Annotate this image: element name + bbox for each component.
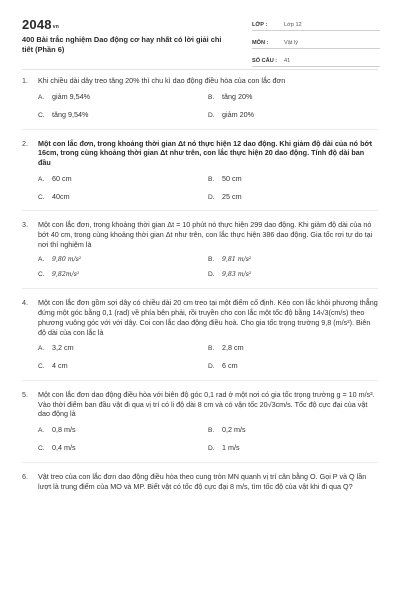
question-separator [22, 210, 378, 211]
question-text: Một con lắc đơn, trong khoảng thời gian Δt nó thực hiện 12 dao động. Khi giảm độ dài của nó bớt 16cm, trong cùng khoảng thời gian Δt như trên, con lắc thực hiện 20 dao động. Tính độ dài ban đầu [38, 138, 372, 167]
option-letter: B. [208, 255, 215, 263]
answer-options [38, 425, 378, 454]
class-label: LỚP : [252, 22, 268, 29]
option-text: 3,2 cm [52, 343, 74, 353]
option-letter: A. [38, 345, 45, 353]
meta-row-count [252, 52, 380, 67]
document-title: 400 Bài trắc nghiệm Dao động cơ hay nhất có lời giải chi tiết (Phần 6) [22, 35, 222, 54]
question-stem [22, 298, 378, 337]
question-text: Một con lắc đơn, trong khoảng thời gian Δt = 10 phút nó thực hiện 299 dao động. Khi giảm độ dài của nó bớt 40 cm, trong cùng khoảng thời gian Δt như trên, con lắc thực hiện 386 dao động. Gia tốc rơi tự do tại nơi thí nghiệm là [38, 220, 373, 249]
question-separator [22, 380, 378, 381]
option-text: 25 cm [222, 191, 242, 201]
option-text: 9,81 m/s² [222, 255, 252, 263]
answer-option[interactable] [38, 425, 208, 436]
question-stem [22, 220, 378, 249]
option-text: 9,83 m/s² [222, 271, 252, 279]
meta-row-subject [252, 34, 380, 49]
subject-value: Vật lý [284, 40, 298, 47]
option-text: 9,80 m/s² [52, 255, 82, 263]
option-letter: D. [208, 363, 215, 371]
option-text: giảm 20% [222, 109, 254, 119]
option-letter: C. [38, 193, 45, 201]
option-text: 0,2 m/s [222, 425, 246, 435]
answer-option[interactable] [38, 271, 208, 280]
option-text: 1 m/s [222, 443, 240, 453]
option-letter: D. [208, 111, 215, 119]
count-label: SỐ CÂU : [252, 58, 278, 65]
answer-option[interactable] [208, 271, 378, 280]
option-text: 50 cm [222, 173, 242, 183]
question-5 [22, 390, 378, 463]
answer-option[interactable] [208, 174, 378, 185]
logo-text: 2048 [22, 17, 52, 32]
question-stem [22, 139, 378, 168]
answer-option[interactable] [38, 92, 208, 103]
option-text: 4 cm [52, 361, 68, 371]
answer-option[interactable] [38, 192, 208, 203]
header-divider [22, 69, 378, 70]
answer-option[interactable] [208, 425, 378, 436]
question-number: 2. [22, 138, 28, 148]
question-list [22, 76, 378, 500]
answer-option[interactable] [38, 174, 208, 185]
option-letter: A. [38, 255, 45, 263]
question-text: Vật treo của con lắc đơn dao động điều hòa theo cung tròn MN quanh vị trí cân bằng O. Gọi P và Q lần lượt là trung điểm của MO và MP. Biết vật có tốc độ cực đại 8 m/s, tìm tốc độ của vật khi đi qua Q? [38, 471, 367, 491]
question-1 [22, 76, 378, 130]
answer-option[interactable] [208, 443, 378, 454]
option-text: tăng 20% [222, 91, 253, 101]
option-letter: A. [38, 427, 45, 435]
option-text: giảm 9,54% [52, 91, 90, 101]
option-letter: D. [208, 445, 215, 453]
question-stem [22, 472, 378, 491]
option-text: 2,8 cm [222, 343, 244, 353]
answer-option[interactable] [38, 443, 208, 454]
question-3 [22, 220, 378, 289]
subject-label: MÔN : [252, 40, 269, 47]
site-logo[interactable] [22, 16, 59, 34]
question-stem [22, 390, 378, 419]
answer-option[interactable] [38, 361, 208, 372]
answer-option[interactable] [208, 110, 378, 121]
option-text: 40cm [52, 191, 70, 201]
answer-option[interactable] [208, 343, 378, 354]
question-2 [22, 139, 378, 212]
option-letter: B. [208, 427, 215, 435]
answer-options [38, 174, 378, 203]
option-letter: A. [38, 175, 45, 183]
option-letter: D. [208, 271, 215, 279]
question-number: 6. [22, 471, 28, 481]
option-letter: C. [38, 111, 45, 119]
option-letter: B. [208, 175, 215, 183]
option-text: 6 cm [222, 361, 238, 371]
option-text: tăng 9,54% [52, 109, 89, 119]
option-text: 9,82m/s² [52, 271, 80, 279]
option-text: 0,4 m/s [52, 443, 76, 453]
answer-option[interactable] [208, 192, 378, 203]
meta-panel [252, 16, 380, 70]
answer-option[interactable] [38, 256, 208, 265]
option-text: 60 cm [52, 173, 72, 183]
question-4 [22, 298, 378, 381]
question-text: Khi chiều dài dây treo tăng 20% thì chu kì dao động điều hòa của con lắc đơn [38, 76, 286, 85]
option-letter: C. [38, 363, 45, 371]
answer-option[interactable] [38, 343, 208, 354]
question-number: 4. [22, 298, 28, 308]
option-letter: D. [208, 193, 215, 201]
logo-suffix: vn [52, 24, 59, 30]
question-text: Một con lắc đơn dao động điều hòa với biên độ góc 0,1 rad ở một nơi có gia tốc trọng trường g = 10 m/s². Vào thời điểm ban đầu vật đi qua vị trí có li độ dài 8 cm và có vận tốc 20√3cm/s. Tốc độ cực đại của vật dao động là [38, 390, 375, 419]
answer-option[interactable] [208, 256, 378, 265]
meta-row-class [252, 16, 380, 31]
option-letter: B. [208, 345, 215, 353]
question-separator [22, 129, 378, 130]
class-value: Lớp 12 [284, 22, 302, 29]
question-separator [22, 462, 378, 463]
question-stem [22, 76, 378, 86]
question-separator [22, 288, 378, 289]
answer-option[interactable] [208, 361, 378, 372]
option-letter: C. [38, 271, 45, 279]
option-letter: A. [38, 93, 45, 101]
answer-options [38, 92, 378, 121]
question-number: 5. [22, 390, 28, 400]
question-number: 1. [22, 76, 28, 85]
answer-option[interactable] [208, 92, 378, 103]
answer-options [38, 256, 378, 281]
question-text: Một con lắc đơn gồm sợi dây có chiều dài 20 cm treo tại một điểm cố định. Kéo con lắc khỏi phương thẳng đứng một góc bằng 0,1 (rad) về phía bên phải, rồi truyền cho con lắc một tốc độ bằng 14√3(cm/s) theo phương vuông góc với với dây. Coi con lắc dao động điều hoà. Cho gia tốc trọng trường 9,8 (m/s²). Biên độ dài của con lắc là [38, 298, 378, 337]
option-letter: B. [208, 93, 215, 101]
option-text: 0,8 m/s [52, 425, 76, 435]
option-letter: C. [38, 445, 45, 453]
count-value: 41 [284, 58, 291, 65]
question-number: 3. [22, 220, 28, 230]
question-6 [22, 472, 378, 491]
answer-option[interactable] [38, 110, 208, 121]
answer-options [38, 343, 378, 372]
